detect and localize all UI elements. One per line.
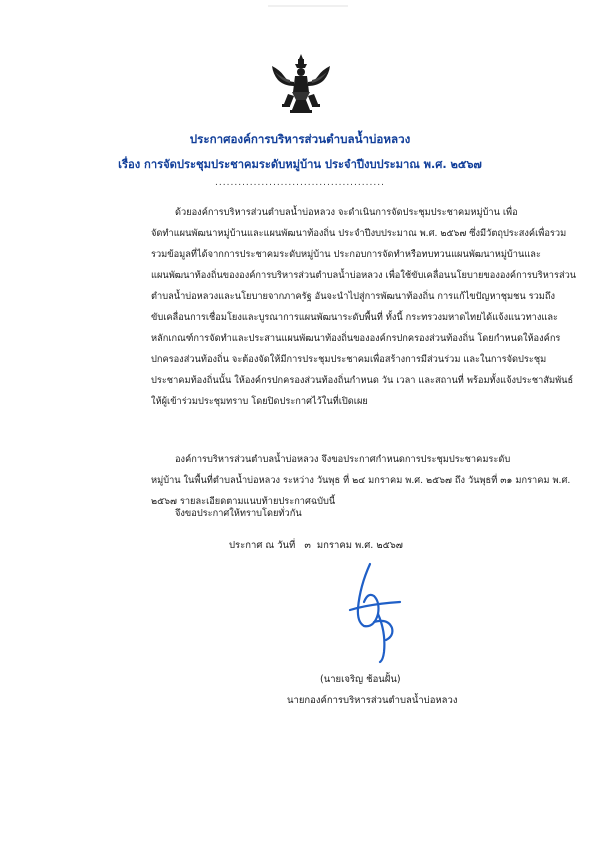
- body-line: จัดทำแผนพัฒนาหมู่บ้านและแผนพัฒนาท้องถิ่น ประจำปีงบประมาณ พ.ศ. ๒๕๖๗ ซึ่งมีวัตถุประสงค์เพื่อรวม: [151, 228, 567, 239]
- signer-name: (นายเจริญ ช้อนฝั้น): [320, 674, 401, 685]
- signer-position: นายกองค์การบริหารส่วนตำบลน้ำบ่อหลวง: [287, 695, 458, 706]
- body-line: องค์การบริหารส่วนตำบลน้ำบ่อหลวง จึงขอประกาศกำหนดการประชุมประชาคมระดับ: [175, 454, 511, 465]
- body-line: หลักเกณฑ์การจัดทำและประสานแผนพัฒนาท้องถิ่นขององค์กรปกครองส่วนท้องถิ่น โดยกำหนดให้องค์กร: [151, 333, 561, 344]
- body-line: ตำบลน้ำบ่อหลวงและนโยบายจากภาครัฐ อันจะนำไปสู่การพัฒนาท้องถิ่น การแก้ไขปัญหาชุมชน รวมถึง: [151, 291, 556, 302]
- body-line: รวมข้อมูลที่ได้จากการประชาคมระดับหมู่บ้าน ประกอบการจัดทำหรือทบทวนแผนพัฒนาหมู่บ้านและ: [151, 249, 541, 260]
- closing-line: จึงขอประกาศให้ทราบโดยทั่วกัน: [175, 508, 302, 519]
- body-paragraph-3: [151, 503, 476, 524]
- handwritten-signature-icon: [330, 556, 420, 666]
- body-paragraph-1: [151, 202, 577, 412]
- announcement-date: ประกาศ ณ วันที่ ๓ มกราคม พ.ศ. ๒๕๖๗: [229, 540, 403, 551]
- scan-artifact-mark: [268, 2, 348, 12]
- body-line: ประชาคมท้องถิ่นนั้น ให้องค์กรปกครองส่วนท้องถิ่นกำหนด วัน เวลา และสถานที่ พร้อมทั้งแจ้งประชาสัมพันธ์: [151, 375, 574, 386]
- body-line: ปกครองส่วนท้องถิ่น จะต้องจัดให้มีการประชุมประชาคมเพื่อสร้างการมีส่วนร่วม และในการจัดประชุม: [151, 354, 547, 365]
- announcement-subject: เรื่อง การจัดประชุมประชาคมระดับหมู่บ้าน ประจำปีงบประมาณ พ.ศ. ๒๕๖๗: [118, 158, 482, 171]
- body-line: หมู่บ้าน ในพื้นที่ตำบลน้ำบ่อหลวง ระหว่าง วันพุธ ที่ ๒๔ มกราคม พ.ศ. ๒๕๖๗ ถึง วันพุธที่ ๓๑ มกราคม พ.ศ.: [151, 475, 571, 486]
- body-line: ๒๕๖๗ รายละเอียดตามแนบท้ายประกาศฉบับนี้: [151, 496, 336, 507]
- garuda-emblem-icon: [270, 52, 332, 116]
- body-line: แผนพัฒนาท้องถิ่นขององค์การบริหารส่วนตำบลน้ำบ่อหลวง เพื่อใช้ขับเคลื่อนนโยบายขององค์การบริหารส่วน: [151, 270, 577, 281]
- body-line: ด้วยองค์การบริหารส่วนตำบลน้ำบ่อหลวง จะดำเนินการจัดประชุมประชาคมหมู่บ้าน เพื่อ: [175, 207, 518, 218]
- body-line: ขับเคลื่อนการเชื่อมโยงและบูรณาการแผนพัฒนาระดับพื้นที่ ทั้งนี้ กระทรวงมหาดไทยได้แจ้งแนวทางและ: [151, 312, 558, 323]
- announcement-title: ประกาศองค์การบริหารส่วนตำบลน้ำบ่อหลวง: [189, 132, 411, 146]
- title-separator: ............................................: [215, 178, 385, 188]
- body-line: ให้ผู้เข้าร่วมประชุมทราบ โดยปิดประกาศไว้ในที่เปิดเผย: [151, 396, 368, 407]
